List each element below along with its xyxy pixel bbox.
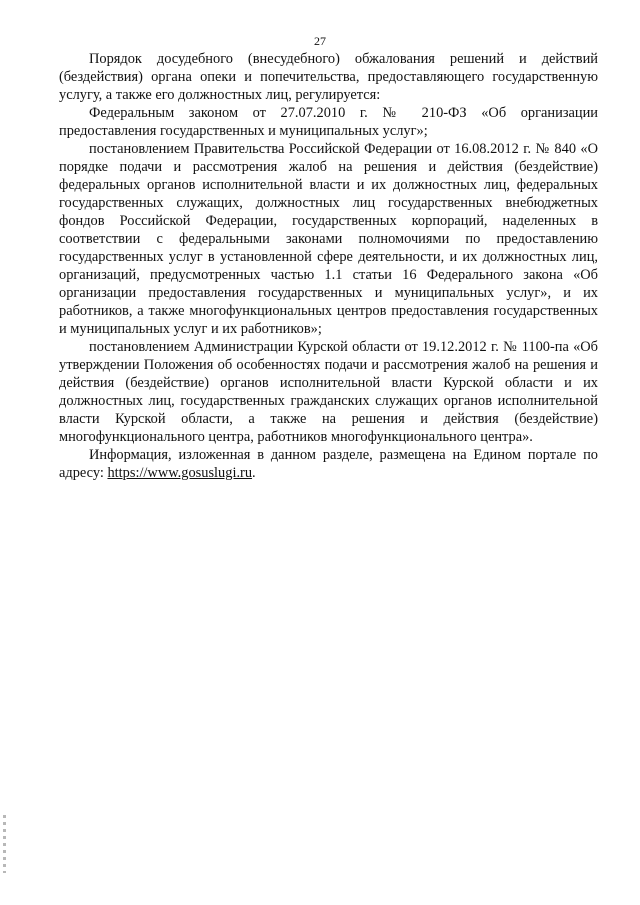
document-body xyxy=(59,50,598,482)
paragraph-info xyxy=(59,446,598,482)
paragraph-kursk-resolution: постановлением Администрации Курской области от 19.12.2012 г. № 1100-па «Об утверждении Положения об особенностях подачи и рассмотрения жалоб на решения и действия (бездействие) органов исполнительной власти Курской области и их должностных лиц, государственных гражданских служащих органов исполнительной власти Курской области, а также на решения и действия (бездействие) многофункционального центра, работников многофункционального центра». xyxy=(59,339,598,445)
scan-margin-marks xyxy=(3,815,6,873)
info-period: . xyxy=(252,465,256,481)
page-number: 27 xyxy=(314,34,326,48)
info-text: Информация, изложенная в данном разделе, размещена на Едином портале по адресу: xyxy=(59,447,598,481)
paragraph-intro: Порядок досудебного (внесудебного) обжалования решений и действий (бездействия) органа опеки и попечительства, предоставляющего государственную услугу, а также его должностных лиц, регулируется: xyxy=(59,51,598,103)
paragraph-federal-law: Федеральным законом от 27.07.2010 г. № 210-ФЗ «Об организации предоставления государственных и муниципальных услуг»; xyxy=(59,105,598,139)
paragraph-government-resolution: постановлением Правительства Российской Федерации от 16.08.2012 г. № 840 «О порядке подачи и рассмотрения жалоб на решения и действия (бездействие) федеральных органов исполнительной власти и их должностных лиц, федеральных государственных служащих, должностных лиц государственных внебюджетных фондов Российской Федерации, государственных корпораций, наделенных в соответствии с федеральными законами полномочиями по предоставлению государственных услуг в установленной сфере деятельности, и их должностных лиц, организаций, предусмотренных частью 1.1 статьи 16 Федерального закона «Об организации предоставления государственных и муниципальных услуг», и их работников, а также многофункциональных центров предоставления государственных и муниципальных услуг и их работников»; xyxy=(59,141,598,337)
gosuslugi-link[interactable]: https://www.gosuslugi.ru xyxy=(107,465,253,481)
